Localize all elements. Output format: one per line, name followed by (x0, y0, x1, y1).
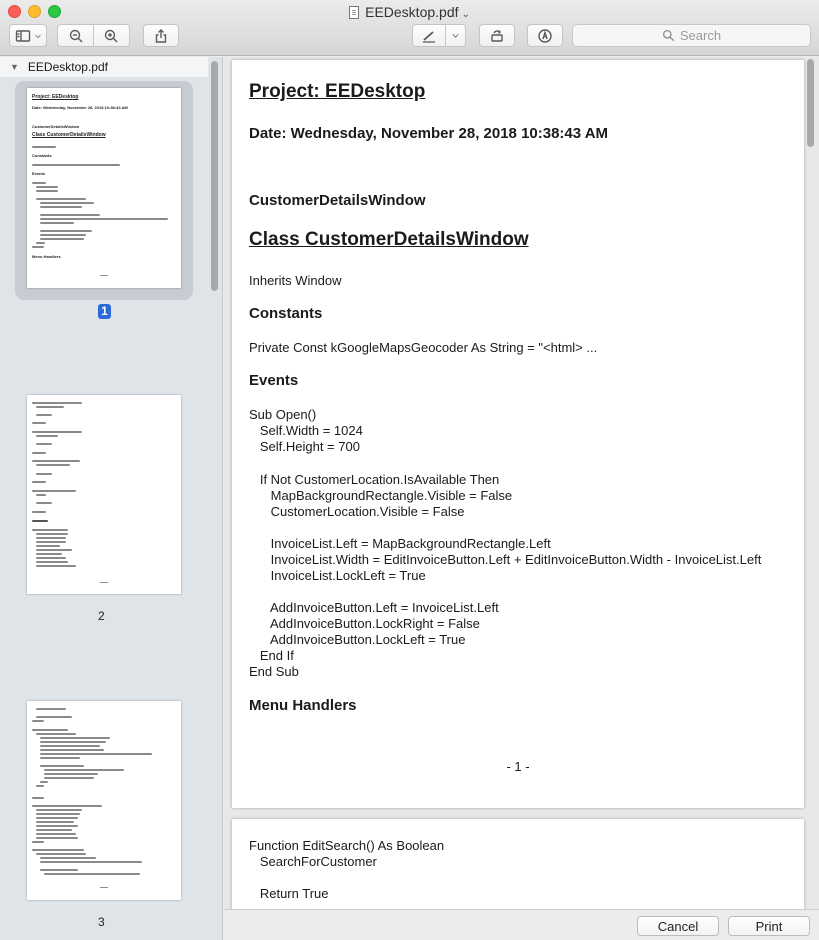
thumbnail-line (32, 841, 44, 843)
thumbnail-line (32, 720, 44, 722)
page-number-2[interactable]: 2 (98, 609, 105, 623)
thumbnail-line (36, 809, 82, 811)
thumbnail-line (36, 190, 58, 192)
sidebar-file-name: EEDesktop.pdf (27, 60, 108, 74)
thumbnail-line (32, 146, 56, 148)
thumbnail-line (40, 218, 168, 220)
search-field[interactable] (572, 24, 811, 47)
code-line: InvoiceList.Left = MapBackgroundRectangle.Left (249, 536, 551, 551)
window-title[interactable] (0, 4, 819, 20)
thumbnail-line (36, 545, 60, 547)
thumbnail-line (32, 460, 80, 462)
thumbnail-text: Menu Handlers (32, 254, 61, 259)
thumbnail-line (36, 825, 78, 827)
thumbnail-line (40, 222, 74, 224)
thumbnail-line (36, 502, 52, 504)
thumbnail-line (36, 557, 66, 559)
code-line: End Sub (249, 664, 299, 679)
print-bar (224, 909, 819, 940)
thumbnail-line (36, 553, 62, 555)
thumbnail-line (32, 481, 46, 483)
page-thumbnail-1[interactable] (27, 88, 181, 288)
thumbnail-line (32, 529, 68, 531)
thumbnail-line (40, 753, 152, 755)
thumbnail-text: Events (32, 171, 46, 176)
document-view[interactable] (224, 57, 819, 909)
constants-heading: Constants (249, 305, 323, 322)
highlight-segmented-control (412, 24, 466, 47)
title-bar (0, 0, 819, 56)
project-heading: Project: EEDesktop (249, 81, 426, 102)
page-thumbnail-3[interactable] (27, 701, 181, 900)
thumbnail-line (40, 238, 84, 240)
code-line: AddInvoiceButton.LockRight = False (249, 616, 480, 631)
constant-line: Private Const kGoogleMapsGeocoder As String = "<html> ... (249, 340, 598, 355)
menu-handlers-heading: Menu Handlers (249, 697, 357, 714)
code-line: InvoiceList.LockLeft = True (249, 568, 426, 583)
thumbnail-line (40, 749, 104, 751)
code-line: CustomerLocation.Visible = False (249, 504, 465, 519)
thumbnail-sidebar (0, 57, 223, 940)
zoom-out-button[interactable] (58, 25, 93, 46)
thumbnail-line (32, 490, 76, 492)
code-line: Self.Height = 700 (249, 439, 360, 454)
code-line: SearchForCustomer (249, 854, 377, 869)
highlight-button[interactable] (413, 25, 445, 46)
thumbnail-line (40, 214, 100, 216)
thumbnail-line (36, 708, 66, 710)
thumbnail-line (36, 561, 68, 563)
code-line: AddInvoiceButton.Left = InvoiceList.Left (249, 600, 499, 615)
chevron-down-icon: ⌄ (461, 9, 470, 20)
search-icon (662, 29, 675, 42)
pdf-document-icon (349, 6, 359, 19)
code-line: Function EditSearch() As Boolean (249, 838, 445, 853)
thumbnail-line (32, 402, 82, 404)
thumbnail-line (40, 857, 96, 859)
thumbnail-line (32, 431, 82, 433)
code-line: Sub Open() (249, 407, 317, 422)
thumbnail-line (36, 414, 52, 416)
thumbnail-line (40, 765, 84, 767)
thumbnail-line (100, 582, 108, 583)
thumbnail-line (36, 837, 78, 839)
window-name-heading: CustomerDetailsWindow (249, 192, 426, 209)
thumbnail-line (36, 821, 74, 823)
markup-button[interactable] (527, 24, 563, 47)
thumbnail-line (36, 829, 72, 831)
thumbnail-line (40, 745, 100, 747)
page-number-1[interactable]: 1 (98, 304, 111, 319)
thumbnail-line (40, 202, 94, 204)
thumbnail-line (36, 785, 44, 787)
zoom-in-button[interactable] (94, 25, 129, 46)
chevron-down-icon (451, 31, 460, 40)
thumbnail-line (36, 733, 76, 735)
document-scrollbar[interactable] (807, 59, 814, 147)
code-line: Return True (249, 886, 329, 901)
thumbnail-line (44, 773, 98, 775)
thumbnail-line (36, 537, 66, 539)
thumbnail-line (36, 198, 86, 200)
search-placeholder: Search (679, 28, 722, 43)
thumbnail-line (36, 716, 72, 718)
thumbnail-line (40, 869, 78, 871)
pdf-page-1 (232, 60, 804, 808)
sidebar-icon (15, 28, 31, 44)
inherits-line: Inherits Window (249, 273, 342, 288)
thumbnail-line (44, 873, 140, 875)
share-button[interactable] (143, 24, 179, 47)
share-icon (153, 28, 169, 44)
thumbnail-line (40, 206, 82, 208)
thumbnail-line (32, 164, 120, 166)
sidebar-scrollbar[interactable] (211, 61, 218, 291)
thumbnail-line (36, 813, 80, 815)
chevron-down-icon (34, 32, 42, 40)
thumbnail-line (36, 435, 58, 437)
thumbnail-line (40, 861, 142, 863)
thumbnail-line (32, 452, 46, 454)
thumbnail-line (40, 757, 80, 759)
thumbnail-line (36, 464, 70, 466)
code-line: Self.Width = 1024 (249, 423, 363, 438)
thumbnail-line (100, 887, 108, 888)
code-line: InvoiceList.Width = EditInvoiceButton.Left + EditInvoiceButton.Width - InvoiceList.Left (249, 552, 762, 567)
thumbnail-line (36, 853, 86, 855)
disclosure-triangle-icon[interactable]: ▼ (10, 62, 19, 72)
thumbnail-line (36, 565, 76, 567)
zoom-segmented-control (57, 24, 130, 47)
pdf-page-2 (232, 819, 804, 909)
thumbnail-line (36, 541, 66, 543)
date-line: Date: Wednesday, November 28, 2018 10:38:43 AM (249, 125, 609, 142)
thumbnail-line (44, 769, 124, 771)
zoom-out-icon (68, 28, 84, 44)
thumbnail-line (36, 833, 76, 835)
thumbnail-line (32, 797, 44, 799)
thumbnail-line (32, 422, 46, 424)
thumbnail-text: Constants (32, 153, 52, 158)
cancel-button[interactable]: Cancel (637, 916, 719, 936)
thumbnail-line (44, 777, 94, 779)
sidebar-file-row[interactable] (0, 57, 208, 77)
code-line: AddInvoiceButton.LockLeft = True (249, 632, 466, 647)
thumbnail-text: Class CustomerDetailsWindow (32, 132, 106, 138)
thumbnail-line (32, 511, 46, 513)
print-button[interactable]: Print (728, 916, 810, 936)
code-line: MapBackgroundRectangle.Visible = False (249, 488, 513, 503)
zoom-in-icon (103, 28, 119, 44)
thumbnail-line (32, 849, 84, 851)
thumbnail-line (40, 781, 48, 783)
events-heading: Events (249, 372, 299, 389)
thumbnail-text: Project: EEDesktop (32, 94, 79, 100)
rotate-button[interactable] (479, 24, 515, 47)
code-line: End If (249, 648, 294, 663)
class-heading: Class CustomerDetailsWindow (249, 229, 529, 250)
highlight-options-button[interactable] (446, 25, 465, 46)
window-title-text: EEDesktop.pdf (365, 4, 459, 20)
thumbnail-text: CustomerDetailsWindow (32, 124, 80, 129)
thumbnail-line (32, 729, 68, 731)
thumbnail-line (36, 186, 58, 188)
thumbnail-line (36, 549, 72, 551)
thumbnail-line (40, 234, 86, 236)
code-line: If Not CustomerLocation.IsAvailable Then (249, 472, 500, 487)
page-thumbnail-2[interactable] (27, 395, 181, 594)
thumbnail-line (36, 817, 78, 819)
thumbnail-line (36, 406, 64, 408)
thumbnail-line (36, 443, 52, 445)
thumbnail-line (36, 473, 52, 475)
rotate-icon (489, 28, 505, 44)
sidebar-view-button[interactable] (9, 24, 47, 47)
markup-pen-icon (537, 28, 553, 44)
thumbnail-line (100, 275, 108, 276)
thumbnail-line (36, 242, 45, 244)
thumbnail-line (40, 741, 106, 743)
thumbnail-text: Date: Wednesday, November 28, 2018 10:38:43 AM (32, 105, 128, 110)
page-footer: - 1 - (506, 759, 530, 774)
thumbnail-line (40, 737, 110, 739)
highlighter-icon (421, 28, 437, 44)
thumbnail-line (36, 494, 46, 496)
thumbnail-line (32, 246, 44, 248)
page-number-3[interactable]: 3 (98, 915, 105, 929)
thumbnail-line (32, 520, 48, 522)
thumbnail-line (32, 805, 102, 807)
thumbnail-line (40, 230, 92, 232)
thumbnail-line (32, 182, 46, 184)
thumbnail-line (36, 533, 68, 535)
